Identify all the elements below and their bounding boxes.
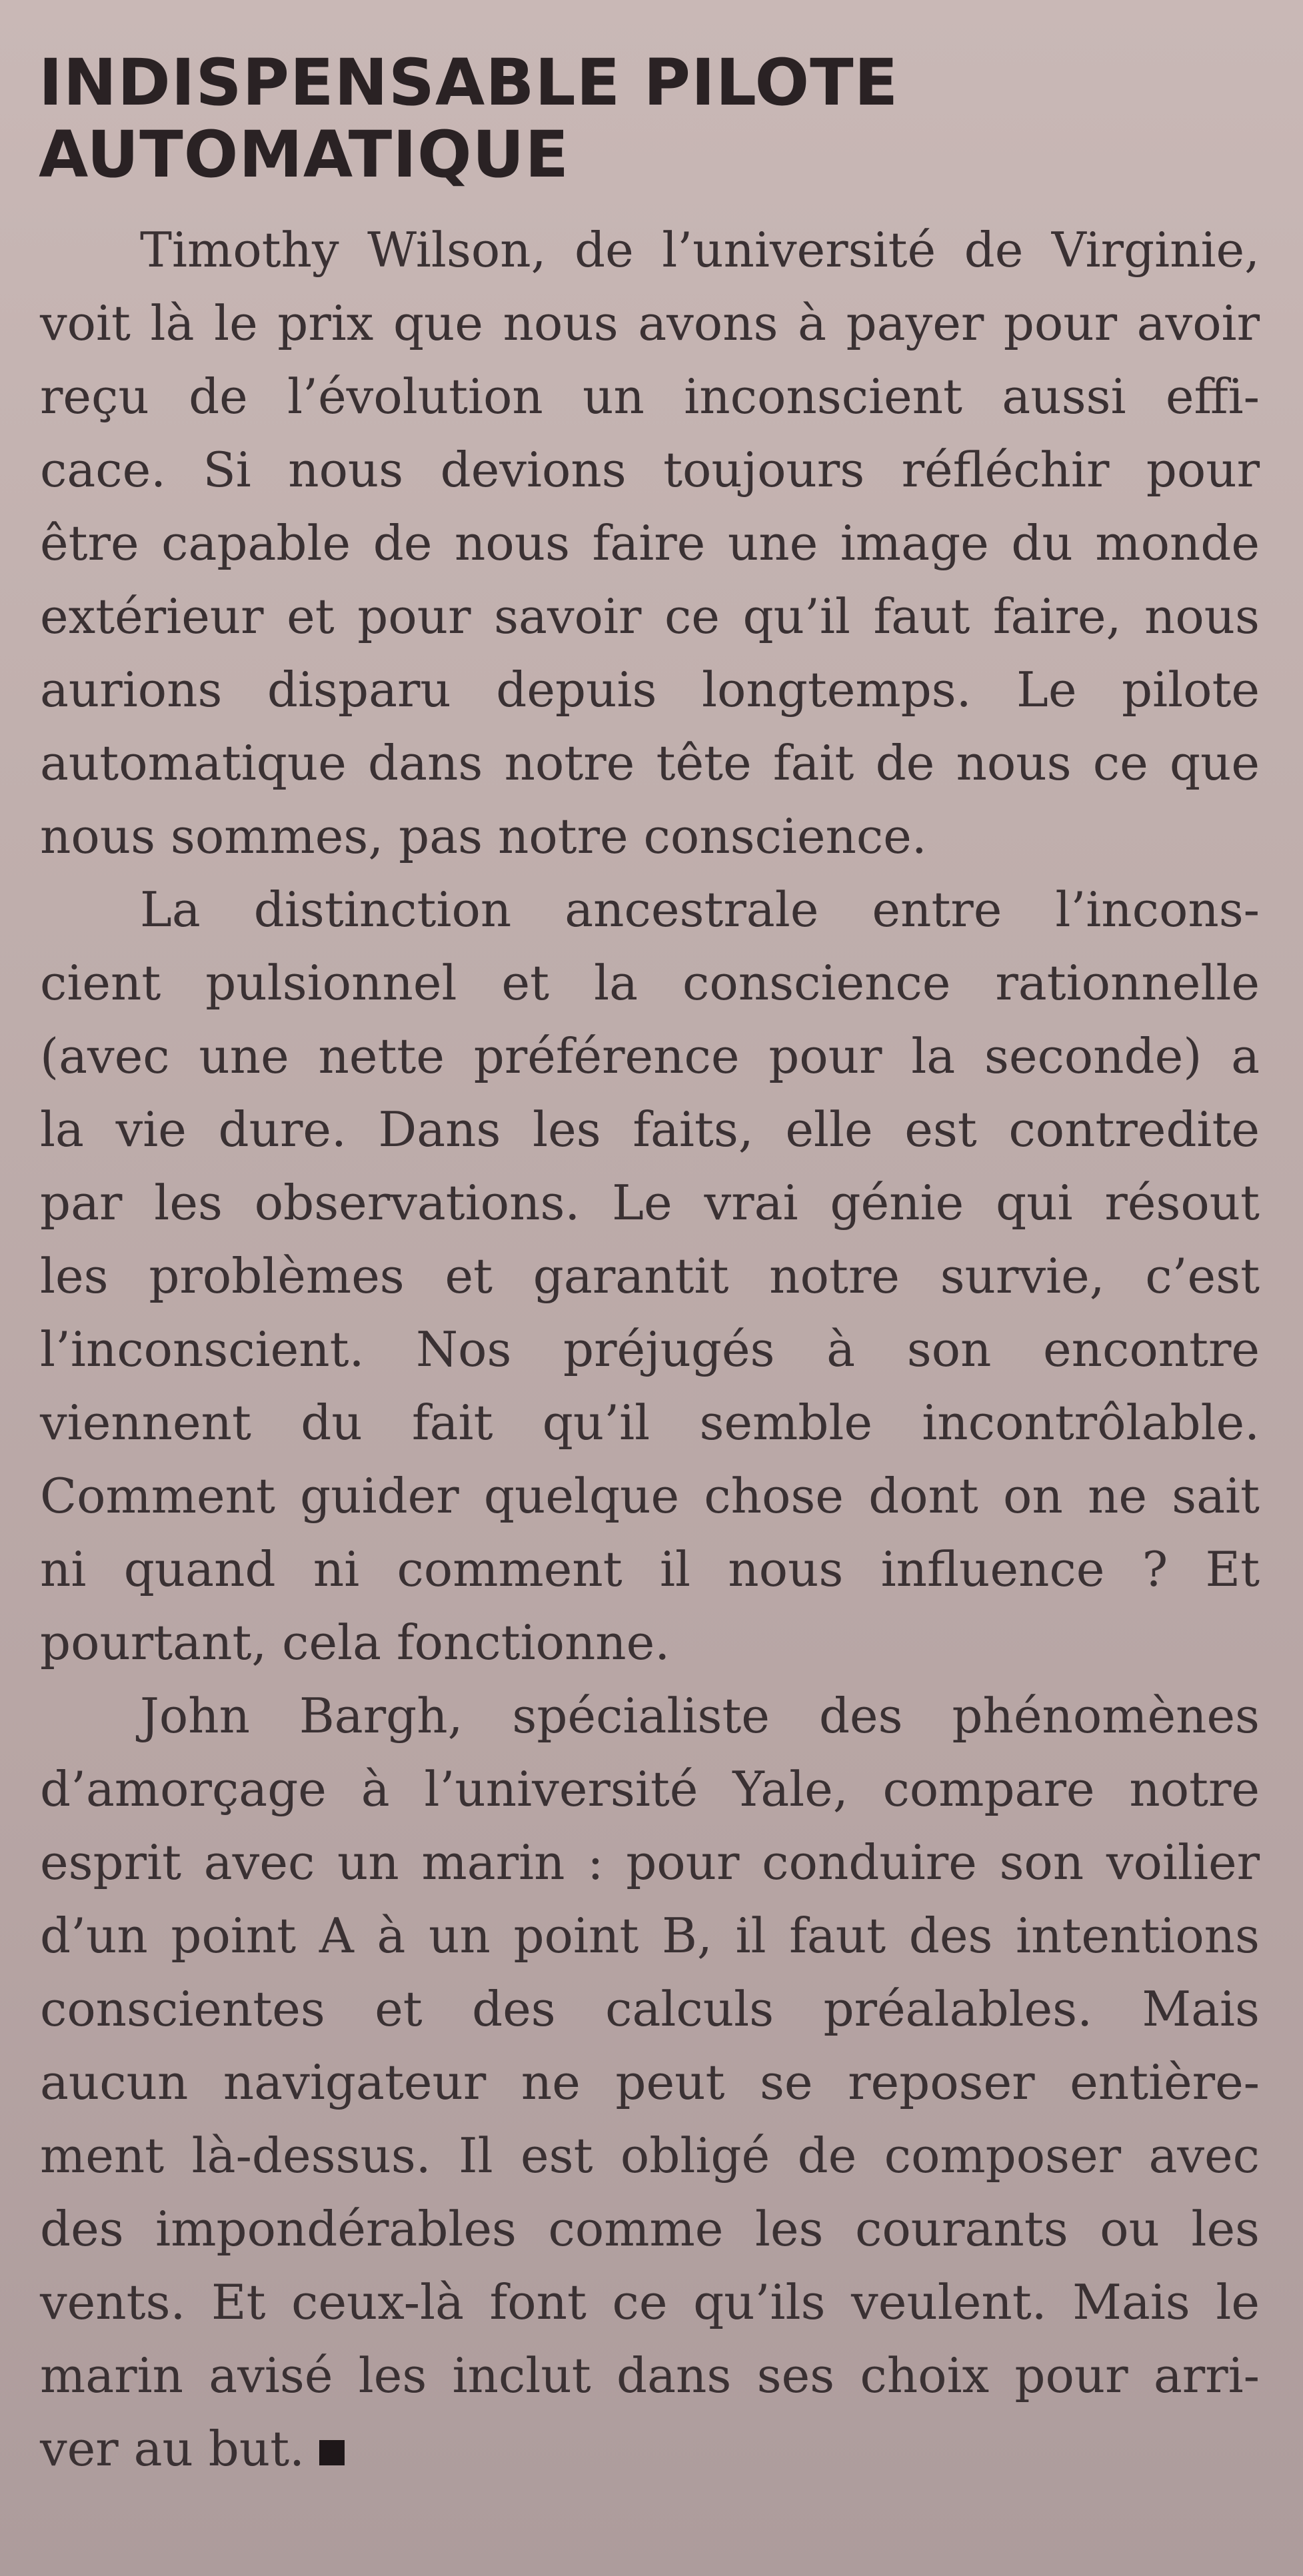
paragraph: [40, 1679, 1260, 2485]
text-line: cient pulsionnel et la conscience rationnelle: [40, 955, 1260, 1011]
text-line: ment là-dessus. Il est obligé de composer avec: [40, 2128, 1260, 2184]
heading-line: AUTOMATIQUE: [39, 117, 570, 192]
text-line: automatique dans notre tête fait de nous ce que: [40, 735, 1260, 791]
section-heading: [39, 47, 898, 191]
text-line: d’un point A à un point B, il faut des intentions: [40, 1908, 1260, 1964]
text-line: vents. Et ceux-là font ce qu’ils veulent. Mais le: [40, 2274, 1260, 2330]
paragraph: [40, 213, 1260, 873]
text-line: extérieur et pour savoir ce qu’il faut faire, nous: [40, 588, 1260, 644]
text-line: conscientes et des calculs préalables. Mais: [40, 1981, 1260, 2037]
end-of-article-icon: [319, 2440, 345, 2465]
text-line: (avec une nette préférence pour la seconde) a: [40, 1028, 1260, 1084]
text-line-final: [40, 2412, 1260, 2485]
text-line: aucun navigateur ne peut se reposer entière-: [40, 2054, 1260, 2110]
text-line: viennent du fait qu’il semble incontrôlable.: [40, 1395, 1260, 1451]
text-line: les problèmes et garantit notre survie, c’est: [40, 1248, 1260, 1304]
text-line: reçu de l’évolution un inconscient aussi effi-: [40, 368, 1260, 424]
article-body: [40, 213, 1260, 2485]
heading-line: INDISPENSABLE PILOTE: [39, 45, 899, 120]
text-line: Timothy Wilson, de l’université de Virginie,: [140, 222, 1260, 278]
text-line: esprit avec un marin : pour conduire son voilier: [40, 1834, 1260, 1890]
text-line: par les observations. Le vrai génie qui résout: [40, 1175, 1260, 1231]
text-line: l’inconscient. Nos préjugés à son encontre: [40, 1321, 1260, 1377]
text-line: être capable de nous faire une image du monde: [40, 515, 1260, 571]
text-line: des impondérables comme les courants ou les: [40, 2201, 1260, 2257]
text-line: cace. Si nous devions toujours réfléchir pour: [40, 442, 1260, 498]
text-line: aurions disparu depuis longtemps. Le pilote: [40, 662, 1260, 718]
text-line: pourtant, cela fonctionne.: [40, 1614, 670, 1670]
text-line: d’amorçage à l’université Yale, compare notre: [40, 1761, 1260, 1817]
text-line: ni quand ni comment il nous influence ? Et: [40, 1541, 1260, 1597]
final-line-text: ver au but.: [40, 2421, 305, 2477]
paragraph: [40, 873, 1260, 1679]
text-line: La distinction ancestrale entre l’incons-: [140, 882, 1260, 938]
text-line: la vie dure. Dans les faits, elle est contredite: [40, 1101, 1260, 1157]
text-line: Comment guider quelque chose dont on ne sait: [40, 1468, 1260, 1524]
text-line: marin avisé les inclut dans ses choix pour arri-: [40, 2347, 1260, 2403]
text-line: nous sommes, pas notre conscience.: [40, 808, 927, 864]
text-line: John Bargh, spécialiste des phénomènes: [140, 1688, 1260, 1744]
text-line: voit là le prix que nous avons à payer pour avoir: [40, 295, 1260, 351]
